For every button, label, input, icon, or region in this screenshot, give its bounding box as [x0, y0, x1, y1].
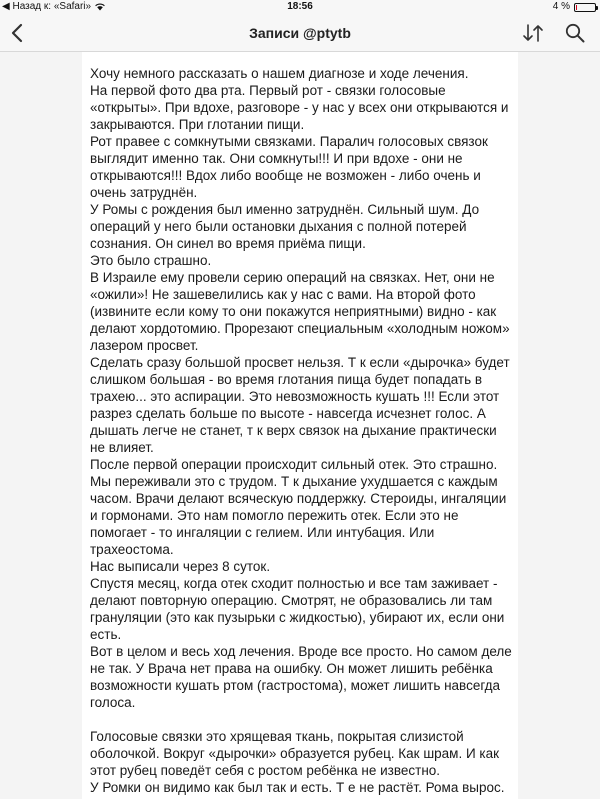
page-title: Записи @ptytb: [249, 25, 351, 41]
battery-indicator: [553, 0, 596, 14]
post-paragraph: У Ромки он видимо как был так и есть. Т е не растёт. Рома вырос.: [90, 780, 505, 795]
post-paragraph: Голосовые связки это хрящевая ткань, покрытая слизистой оболочкой. Вокруг «дырочки» образуется рубец. Как шрам. И как этот рубец поведёт себя с ростом ребёнка не известно.: [90, 729, 500, 778]
navigation-bar: [0, 14, 600, 52]
post-paragraph: Это было страшно.: [90, 253, 212, 268]
back-to-safari-label[interactable]: ◀ Назад к: «Safari»: [2, 1, 92, 12]
post-paragraph: Вот в целом и весь ход лечения. Вроде все просто. Но самом деле не так. У Врача нет права на ошибку. Он может лишить ребёнка возможности кушать ртом (гастростома), может лишить навсегда голоса.: [90, 644, 512, 710]
battery-icon: [574, 3, 596, 12]
post-paragraph: У Ромы с рождения был именно затруднён. Сильный шум. До операций у него были остановки дыхания с полной потерей сознания. Он синел во время приёма пищи.: [90, 202, 480, 251]
post-content-card: [82, 52, 518, 799]
post-paragraph: На первой фото два рта. Первый рот - связки голосовые «открыты». При вдохе, разговоре - у нас у всех они открываются и закрываются. При глотании пищи.: [90, 83, 509, 132]
post-paragraph: Хочу немного рассказать о нашем диагнозе и ходе лечения.: [90, 66, 469, 81]
post-paragraph: Рот правее с сомкнутыми связками. Паралич голосовых связок выглядит именно так. Они сомкнуты!!! И при вдохе - они не открываются!!! Вдох либо вообще не возможен - либо очень и очень затруднён.: [90, 134, 488, 200]
battery-level-fill: [576, 5, 577, 10]
status-bar: [0, 0, 600, 14]
post-paragraph: Нас выписали через 8 суток.: [90, 559, 271, 574]
post-paragraph: Спустя месяц, когда отек сходит полностью и все там заживает - делают повторную операцию. Смотрят, не образовались ли там грануляции (это как пузырьки с жидкостью), убирают их, если они есть.: [90, 576, 505, 642]
post-paragraph: После первой операции происходит сильный отек. Это страшно. Мы переживали это с трудом. Т к дыхание ухудшается с каждым часом. Врачи делают всяческую поддержку. Стероиды, ингаляции и гормонами. Это нам помогло пережить отек. Если это не помогает - то ингаляции с гелием. Или интубация. Или трахеостома.: [90, 457, 507, 557]
battery-percent: 4 %: [552, 1, 570, 12]
search-icon[interactable]: [564, 22, 586, 44]
post-paragraph: В Израиле ему провели серию операций на связках. Нет, они не «ожили»! Не зашевелились как у нас с вами. На второй фото (извините если кому то они покажутся неприятными) видно - как делают хордотомию. Прорезают специальным «холодным ножом» лазером просвет.: [90, 270, 510, 353]
post-text: [90, 65, 514, 796]
post-paragraph: Сделать сразу большой просвет нельзя. Т к если «дырочка» будет слишком большая - во время глотания пища будет попадать в трахею... это аспирации. Это невозможность кушать !!! Если этот разрез сделать больше по высоте - навсегда исчезнет голос. А дышать легче не станет, т к верх связок на дыхание практически не влияет.: [90, 355, 510, 455]
status-time: 18:56: [287, 1, 313, 12]
sort-arrows-icon[interactable]: [522, 22, 544, 44]
